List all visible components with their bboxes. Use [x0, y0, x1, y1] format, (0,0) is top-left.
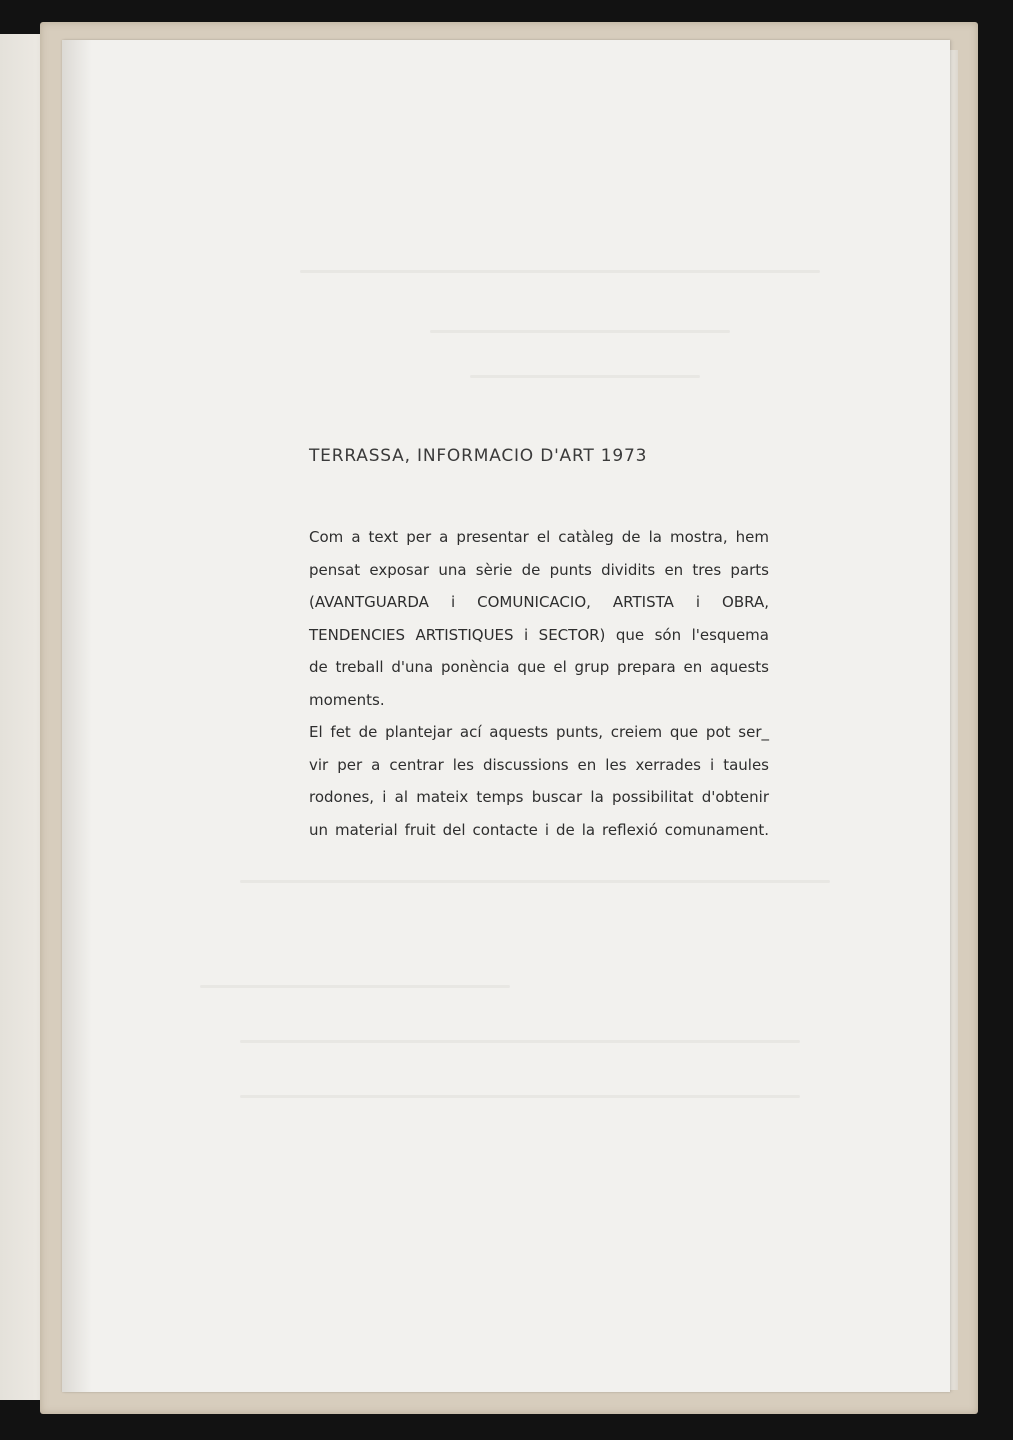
- show-through-mark: [240, 1095, 800, 1098]
- document-body: [309, 521, 769, 846]
- text-line: moments.: [309, 690, 385, 709]
- show-through-mark: [240, 880, 830, 883]
- show-through-mark: [430, 330, 730, 333]
- text-line: (AVANTGUARDA i COMUNICACIO, ARTISTA i OBRA,: [309, 593, 769, 611]
- text-line: vir per a centrar les discussions en les xerrades i taules: [309, 755, 769, 774]
- show-through-mark: [300, 270, 820, 273]
- text-line: rodones, i al mateix temps buscar la possibilitat d'obtenir: [309, 788, 769, 806]
- text-line: un material fruit del contacte i de la reflexió comunament.: [309, 820, 769, 839]
- text-line: El fet de plantejar ací aquests punts, creiem que pot ser_: [309, 723, 769, 741]
- text-line: TENDENCIES ARTISTIQUES i SECTOR) que són l'esquema: [309, 625, 769, 644]
- text-line: pensat exposar una sèrie de punts dividits en tres parts: [309, 560, 769, 579]
- sheet-fold-shade: [62, 40, 92, 1392]
- document-heading: TERRASSA, INFORMACIO D'ART 1973: [309, 446, 648, 466]
- show-through-mark: [200, 985, 510, 988]
- show-through-mark: [240, 1040, 800, 1043]
- text-line: Com a text per a presentar el catàleg de la mostra, hem: [309, 528, 769, 546]
- text-line: de treball d'una ponència que el grup prepara en aquests: [309, 658, 769, 676]
- show-through-mark: [470, 375, 700, 378]
